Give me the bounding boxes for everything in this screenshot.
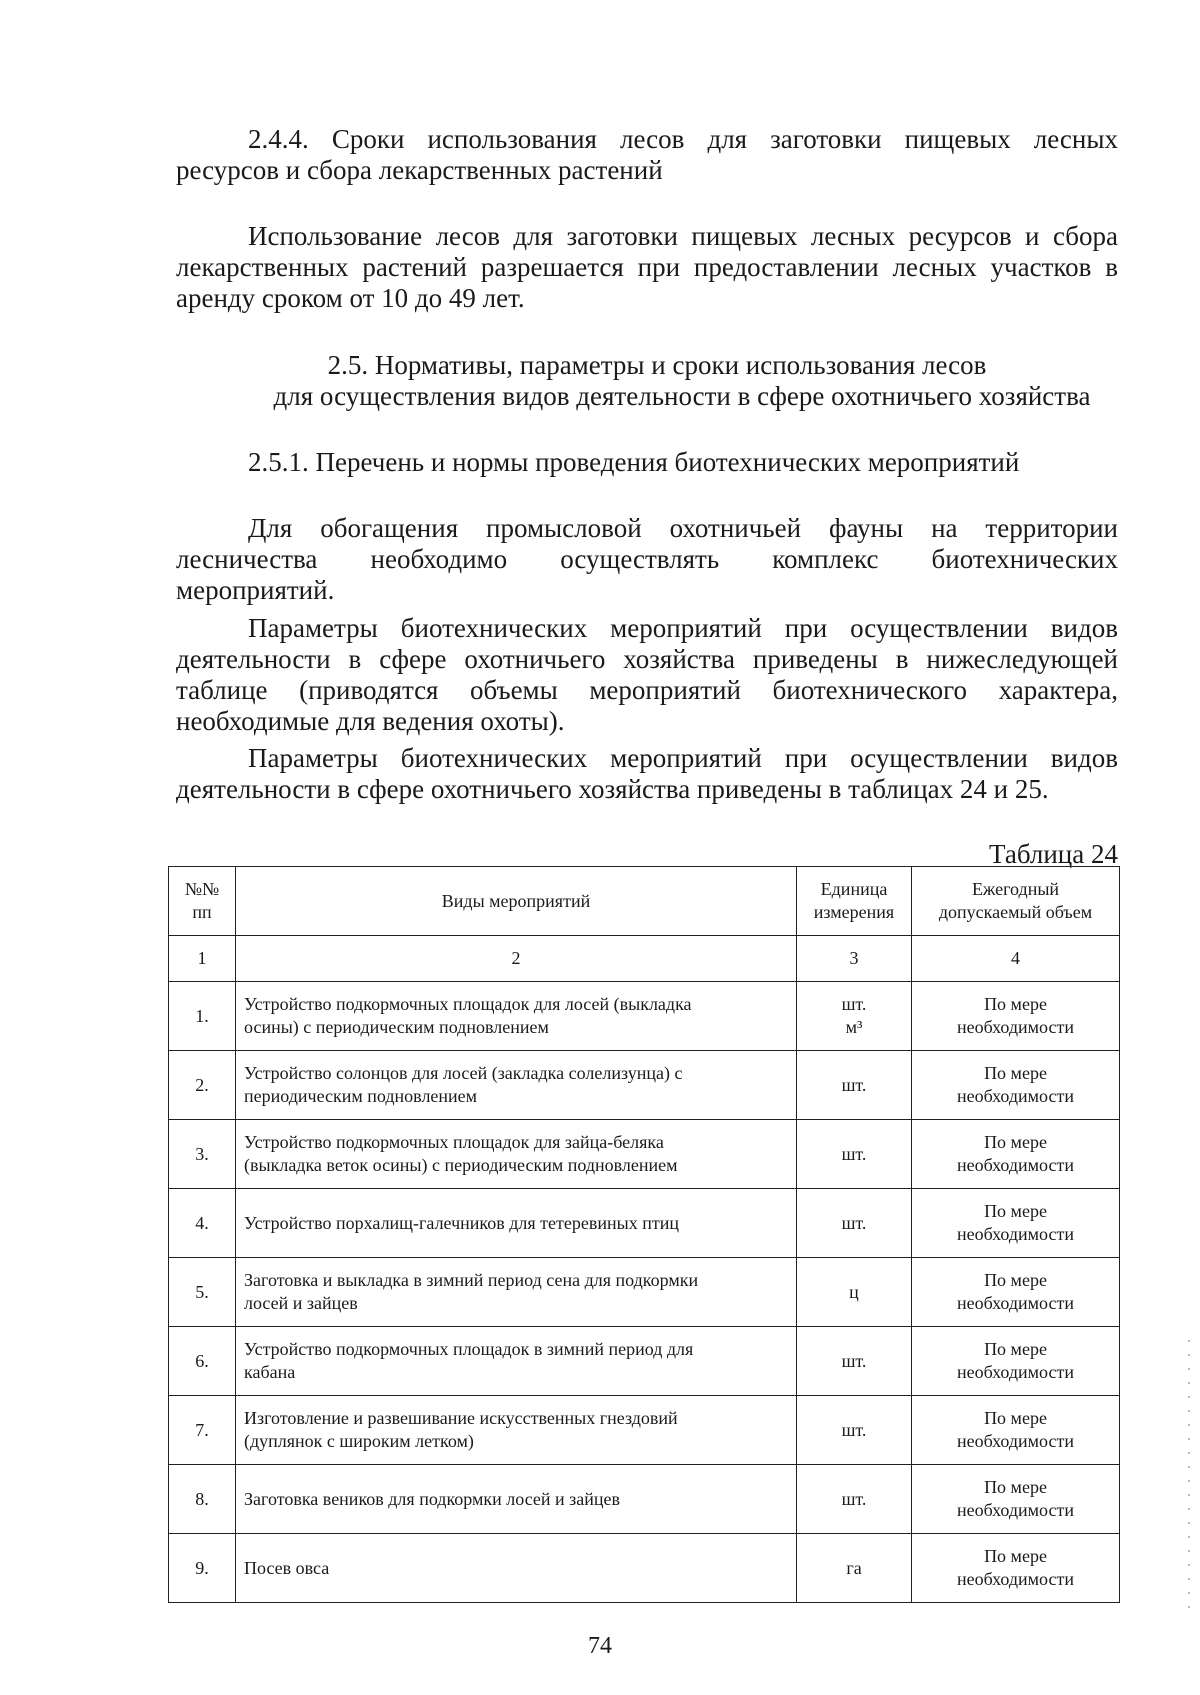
row-volume: По мере необходимости [912,1258,1120,1327]
table-row [169,1189,1120,1258]
row-unit: ц [797,1258,912,1327]
row-unit: шт. [797,1189,912,1258]
table-row [169,1120,1120,1189]
row-volume: По мере необходимости [912,1396,1120,1465]
table-header-row [169,867,1120,936]
row-num: 5. [169,1258,236,1327]
section-2-4-4-paragraph [176,221,1118,314]
row-activity: Устройство подкормочных площадок для зайца-беляка (выкладка веток осины) с периодическим подновлением [236,1120,797,1189]
row-num: 2. [169,1051,236,1120]
row-num: 8. [169,1465,236,1534]
row-unit: шт. [797,1396,912,1465]
column-number: 4 [912,936,1120,982]
heading-line: для осуществления видов деятельности в сфере охотничьего хозяйства [273,381,1091,411]
row-unit: шт. [797,1327,912,1396]
paragraph-line: Параметры биотехнических мероприятий при осуществлении видов [248,613,1118,643]
column-number: 3 [797,936,912,982]
table-row [169,1396,1120,1465]
row-unit: шт. м³ [797,982,912,1051]
table-column-numbers-row [169,936,1120,982]
table-row [169,1051,1120,1120]
paragraph-line: лекарственных растений разрешается при предоставлении лесных участков в [176,252,1118,282]
paragraph-line: Параметры биотехнических мероприятий при осуществлении видов [248,743,1118,773]
row-activity: Устройство подкормочных площадок для лосей (выкладка осины) с периодическим подновлением [236,982,797,1051]
row-unit: шт. [797,1051,912,1120]
row-unit: га [797,1534,912,1603]
row-activity: Заготовка веников для подкормки лосей и зайцев [236,1465,797,1534]
row-activity: Изготовление и развешивание искусственных гнездовий (дуплянок с широким летком) [236,1396,797,1465]
table-row [169,1465,1120,1534]
row-activity: Устройство солонцов для лосей (закладка солелизунца) с периодическим подновлением [236,1051,797,1120]
row-volume: По мере необходимости [912,1189,1120,1258]
paragraph-line: Для обогащения промысловой охотничьей фауны на территории [248,513,1118,543]
table-row [169,982,1120,1051]
paragraph-line: аренду сроком от 10 до 49 лет. [176,283,525,313]
table-caption: Таблица 24 [989,839,1118,869]
row-volume: По мере необходимости [912,1051,1120,1120]
page-number: 74 [588,1633,612,1659]
column-number: 2 [236,936,797,982]
row-volume: По мере необходимости [912,1534,1120,1603]
heading-line: 2.5. Нормативы, параметры и сроки использования лесов [327,350,987,380]
paragraph-line: деятельности в сфере охотничьего хозяйства приведены в таблицах 24 и 25. [176,774,1049,804]
row-num: 3. [169,1120,236,1189]
paragraph-line: необходимые для ведения охоты). [176,706,565,736]
heading-line: 2.4.4. Сроки использования лесов для заготовки пищевых лесных [248,124,1118,154]
row-num: 4. [169,1189,236,1258]
scan-artifact [1188,1340,1190,1620]
section-2-5-1-paragraph-2 [176,613,1118,737]
table-row [169,1258,1120,1327]
row-volume: По мере необходимости [912,1120,1120,1189]
section-2-5-heading [176,350,1118,412]
row-num: 1. [169,982,236,1051]
section-2-5-1-paragraph-1 [176,513,1118,606]
header-num: №№ пп [169,867,236,936]
row-num: 7. [169,1396,236,1465]
row-volume: По мере необходимости [912,1327,1120,1396]
paragraph-line: мероприятий. [176,575,335,605]
header-unit: Единица измерения [797,867,912,936]
section-2-4-4-heading [176,124,1118,186]
paragraph-line: деятельности в сфере охотничьего хозяйства приведены в нижеследующей [176,644,1118,674]
column-number: 1 [169,936,236,982]
row-activity: Устройство подкормочных площадок в зимний период для кабана [236,1327,797,1396]
row-unit: шт. [797,1120,912,1189]
section-2-5-1-heading [176,447,1118,478]
paragraph-line: лесничества необходимо осуществлять комплекс биотехнических [176,544,1118,574]
header-volume: Ежегодный допускаемый объем [912,867,1120,936]
heading-line: ресурсов и сбора лекарственных растений [176,155,663,185]
row-volume: По мере необходимости [912,982,1120,1051]
section-2-5-1-paragraph-3 [176,743,1118,805]
row-num: 9. [169,1534,236,1603]
table-row [169,1327,1120,1396]
row-volume: По мере необходимости [912,1465,1120,1534]
header-activity: Виды мероприятий [236,867,797,936]
row-activity: Устройство порхалищ-галечников для тетеревиных птиц [236,1189,797,1258]
table-row [169,1534,1120,1603]
row-unit: шт. [797,1465,912,1534]
row-activity: Посев овса [236,1534,797,1603]
paragraph-line: таблице (приводятся объемы мероприятий биотехнического характера, [176,675,1118,705]
heading-line: 2.5.1. Перечень и нормы проведения биотехнических мероприятий [248,447,1020,477]
row-num: 6. [169,1327,236,1396]
paragraph-line: Использование лесов для заготовки пищевых лесных ресурсов и сбора [248,221,1118,251]
table-24 [168,866,1120,1603]
row-activity: Заготовка и выкладка в зимний период сена для подкормки лосей и зайцев [236,1258,797,1327]
